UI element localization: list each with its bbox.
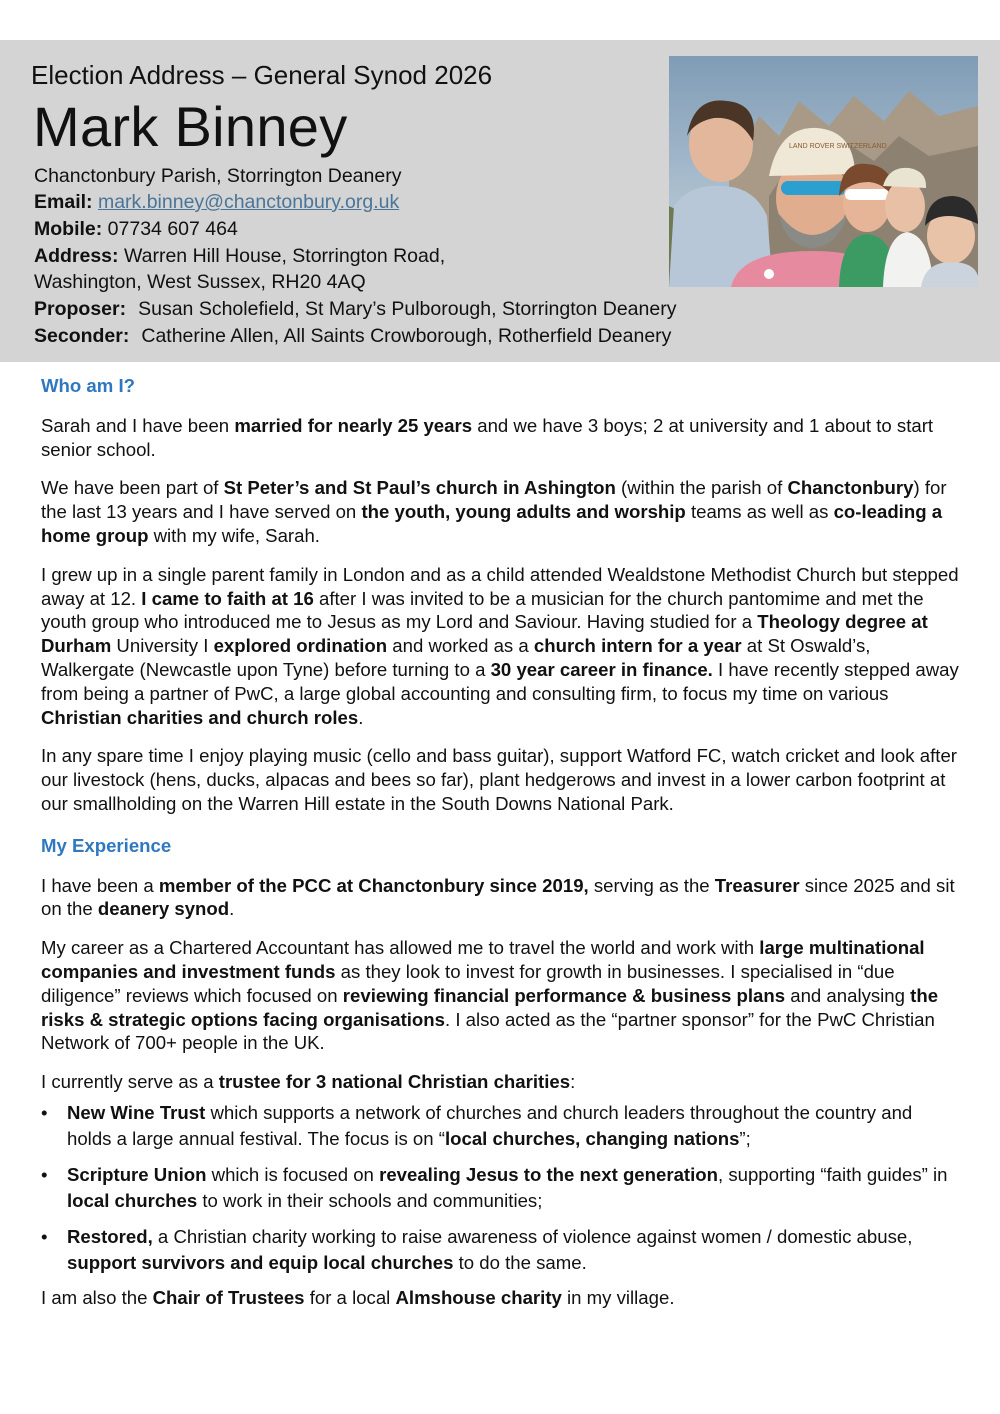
text-run: teams as well as — [685, 501, 834, 523]
text-run: in my village. — [561, 1286, 675, 1308]
text-run: I grew up in a single parent family in London and as a child attended Wealdstone Methodist Church but stepped away at 12. — [41, 563, 959, 609]
email-link[interactable]: mark.binney@chanctonbury.org.uk — [97, 191, 400, 213]
bullet-icon: • — [41, 1225, 48, 1247]
who-paragraph-2 — [41, 476, 959, 547]
experience-paragraph-4 — [41, 1286, 959, 1310]
bold-text: local churches, changing nations — [444, 1128, 740, 1150]
experience-paragraph-2 — [41, 936, 959, 1055]
text-run: which is focused on — [206, 1163, 380, 1185]
family-photo — [669, 56, 978, 287]
cap-badge-text: LAND ROVER SWITZERLAND — [789, 143, 887, 150]
section-heading-my-experience: My Experience — [41, 834, 172, 856]
bold-text: large multinational companies and investment funds — [41, 937, 925, 982]
bold-text: Almshouse charity — [395, 1286, 562, 1308]
bold-text: deanery synod — [97, 898, 230, 920]
bold-text: St Peter’s and St Paul’s church in Ashington — [223, 477, 616, 499]
text-run: since 2025 and sit on the — [41, 874, 955, 920]
text-run: I currently serve as a — [41, 1071, 219, 1093]
text-run: ”; — [739, 1128, 751, 1150]
text-run: to work in their schools and communities; — [197, 1190, 543, 1212]
bold-text: Restored, — [67, 1225, 153, 1247]
seconder-text: Catherine Allen, All Saints Crowborough, Rotherfield Deanery — [141, 325, 672, 347]
text-run: a Christian charity working to raise awareness of violence against women / domestic abuse, — [152, 1225, 913, 1247]
proposer-text: Susan Scholefield, St Mary’s Pulborough, Storrington Deanery — [138, 298, 677, 320]
charity-list — [41, 1100, 959, 1277]
bold-text: trustee for 3 national Christian charities — [218, 1071, 571, 1093]
proposer-line — [34, 298, 676, 321]
parish-line: Chanctonbury Parish, Storrington Deanery — [34, 165, 402, 187]
text-run: after I was invited to be a musician for the church pantomime and met the youth group who introduced me to Jesus as my Lord and Saviour. Having studied for a — [41, 587, 924, 633]
list-item-text — [67, 1226, 912, 1274]
text-run: serving as the — [588, 874, 715, 896]
text-run: , supporting “faith guides” in — [718, 1163, 948, 1185]
bold-text: Treasurer — [714, 874, 800, 896]
address-label: Address: — [34, 245, 119, 267]
bold-text: married for nearly 25 years — [234, 414, 473, 436]
bold-text: reviewing financial performance & business plans — [342, 984, 786, 1006]
bold-text: explored ordination — [213, 635, 388, 657]
bold-text: Scripture Union — [67, 1163, 207, 1185]
who-paragraph-1 — [41, 414, 959, 462]
text-run: to do the same. — [453, 1252, 587, 1274]
seconder-label: Seconder: — [34, 325, 130, 347]
text-run: and worked as a — [387, 635, 534, 657]
seconder-line — [34, 325, 671, 348]
experience-paragraph-3 — [41, 1070, 959, 1094]
text-run: as they look to invest for growth in businesses. I specialised in “due diligence” reviews which focused on — [41, 960, 895, 1006]
section-heading-who-am-i: Who am I? — [41, 375, 135, 396]
who-paragraph-3 — [41, 563, 959, 730]
email-label: Email: — [34, 191, 93, 213]
bold-text: Chair of Trustees — [152, 1286, 305, 1308]
text-run: which supports a network of churches and church leaders throughout the country and holds a large annual festival. The focus is on “ — [67, 1101, 913, 1150]
mobile-line — [34, 218, 238, 241]
text-run: . I also acted as the “partner sponsor” for the PwC Christian Network of 700+ people in the UK. — [41, 1008, 935, 1054]
list-item-restored — [41, 1224, 959, 1277]
text-run: ) for the last 13 years and I have served on — [41, 477, 947, 523]
list-item-new-wine — [41, 1100, 959, 1153]
bold-text: Theology degree at Durham — [41, 611, 928, 657]
text-run: My career as a Chartered Accountant has allowed me to travel the world and work with — [41, 937, 760, 959]
address-text-1: Warren Hill House, Storrington Road, — [123, 245, 446, 267]
bold-text: I came to faith at 16 — [141, 587, 314, 609]
text-run: I have recently stepped away from being a partner of PwC, a large global accounting and consulting firm, to focus my time on various — [41, 658, 959, 704]
candidate-name: Mark Binney — [33, 95, 348, 158]
bold-text: church intern for a year — [533, 635, 742, 657]
document-subtitle: Election Address – General Synod 2026 — [31, 60, 493, 90]
address-line-1 — [34, 245, 445, 268]
text-run: . — [229, 898, 235, 920]
text-run: for a local — [304, 1286, 396, 1308]
address-line-2: Washington, West Sussex, RH20 4AQ — [34, 271, 366, 293]
bold-text: co-leading a home group — [41, 501, 943, 546]
bold-text: local churches — [67, 1190, 198, 1212]
text-run: . — [358, 706, 364, 728]
bullet-icon: • — [41, 1101, 48, 1123]
text-run: University I — [111, 635, 214, 657]
text-run: : — [570, 1071, 576, 1093]
text-run: and analysing — [785, 984, 911, 1006]
mobile-number: 07734 607 464 — [107, 218, 238, 240]
text-run: Sarah and I have been — [41, 414, 235, 436]
bold-text: 30 year career in finance. — [490, 658, 713, 680]
text-run: at St Oswald’s, Walkergate (Newcastle upon Tyne) before turning to a — [41, 635, 871, 680]
bold-text: the youth, young adults and worship — [361, 501, 686, 523]
list-item-text — [67, 1164, 947, 1212]
bold-text: support survivors and equip local churches — [67, 1252, 454, 1274]
body-content — [41, 374, 959, 1325]
text-run: In any spare time I enjoy playing music (cello and bass guitar), support Watford FC, watch cricket and look after our livestock (hens, ducks, alpacas and bees so far), plant hedgerows and invest in a lower carbon footprint at our smallholding on the Warren Hill estate in the South Downs National Park. — [41, 745, 957, 814]
bold-text: Christian charities and church roles — [41, 706, 359, 728]
text-run: We have been part of — [41, 477, 224, 499]
email-line — [34, 191, 399, 214]
bullet-icon: • — [41, 1163, 48, 1185]
who-paragraph-4 — [41, 744, 959, 815]
text-run: with my wife, Sarah. — [148, 524, 320, 546]
bold-text: Chanctonbury — [787, 477, 914, 499]
proposer-label: Proposer: — [34, 298, 127, 320]
experience-paragraph-1 — [41, 874, 959, 922]
bold-text: member of the PCC at Chanctonbury since 2019, — [158, 874, 589, 896]
text-run: I have been a — [41, 874, 159, 896]
text-run: (within the parish of — [615, 477, 788, 499]
bold-text: revealing Jesus to the next generation — [379, 1163, 718, 1185]
text-run: I am also the — [41, 1286, 153, 1308]
mobile-label: Mobile: — [34, 218, 103, 240]
bold-text: the risks & strategic options facing organisations — [41, 984, 939, 1030]
text-run: and we have 3 boys; 2 at university and 1 about to start senior school. — [41, 414, 934, 460]
bold-text: New Wine Trust — [67, 1101, 206, 1123]
list-item-text — [67, 1102, 912, 1150]
list-item-scripture-union — [41, 1162, 959, 1215]
